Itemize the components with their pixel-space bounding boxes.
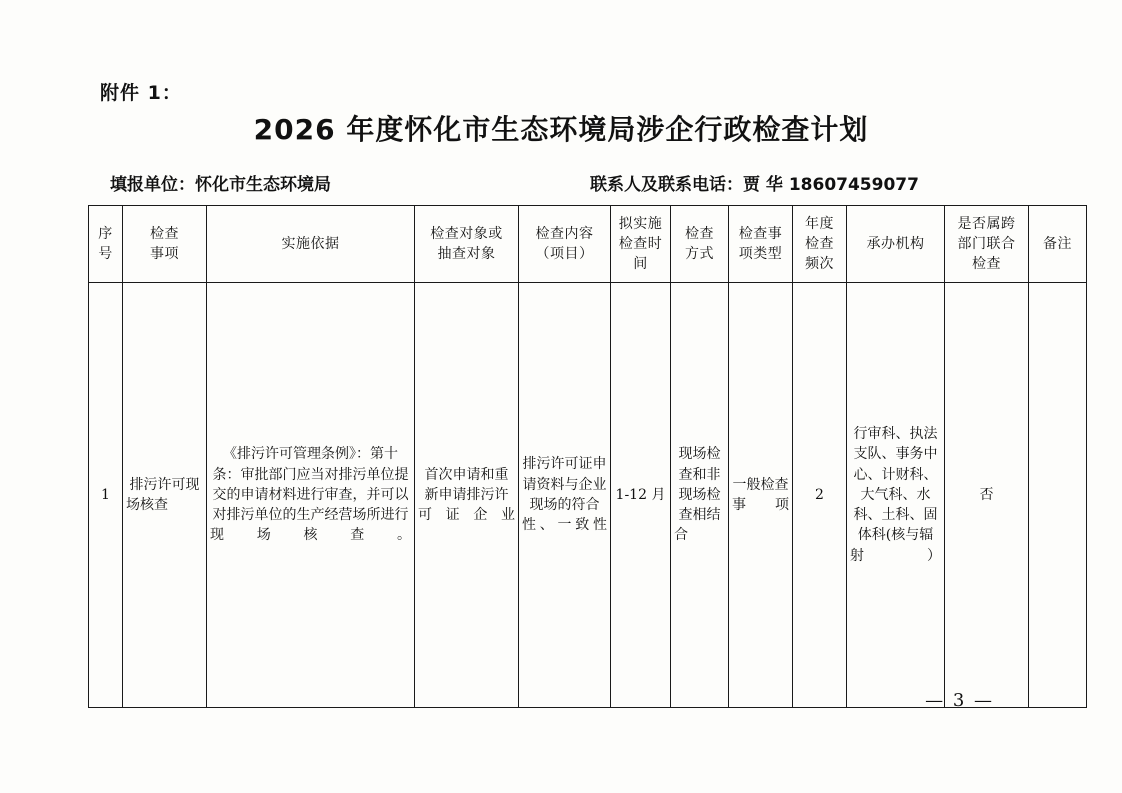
column-header-seq: 序 号 — [89, 206, 123, 283]
column-header-object: 检查对象或 抽查对象 — [415, 206, 519, 283]
cell-method: 现场检查和非现场检查相结合 — [671, 283, 729, 708]
column-header-remark: 备注 — [1029, 206, 1087, 283]
column-header-joint: 是否属跨 部门联合 检查 — [945, 206, 1029, 283]
column-header-organization: 承办机构 — [847, 206, 945, 283]
page-title: 2026 年度怀化市生态环境局涉企行政检查计划 — [253, 113, 869, 146]
column-header-time: 拟实施 检查时 间 — [611, 206, 671, 283]
cell-frequency: 2 — [793, 283, 847, 708]
table-header-row — [89, 206, 1087, 283]
cell-seq: 1 — [89, 283, 123, 708]
cell-remark — [1029, 283, 1087, 708]
cell-time: 1-12 月 — [611, 283, 671, 708]
inspection-plan-table — [88, 205, 1087, 708]
cell-item: 排污许可现场核查 — [123, 283, 207, 708]
cell-organization: 行审科、执法支队、事务中心、计财科、大气科、水科、土科、固体科(核与辐射） — [847, 283, 945, 708]
column-header-frequency: 年度 检查 频次 — [793, 206, 847, 283]
contact-label: 联系人及联系电话：贾 华 18607459077 — [590, 175, 919, 195]
cell-content: 排污许可证申请资料与企业现场的符合性、一致性 — [519, 283, 611, 708]
cell-type: 一般检查事项 — [729, 283, 793, 708]
cell-joint: 否 — [945, 283, 1029, 708]
column-header-item: 检查 事项 — [123, 206, 207, 283]
cell-object: 首次申请和重新申请排污许可证企业 — [415, 283, 519, 708]
document-meta — [110, 170, 1012, 196]
cell-basis: 《排污许可管理条例》：第十条：审批部门应当对排污单位提交的申请材料进行审查，并可以对排污单位的生产经营场所进行现场核查。 — [207, 283, 415, 708]
attachment-label: 附件 1： — [100, 82, 182, 104]
column-header-type: 检查事 项类型 — [729, 206, 793, 283]
column-header-basis: 实施依据 — [207, 206, 415, 283]
page-number: — 3 — — [925, 690, 994, 711]
column-header-content: 检查内容 （项目） — [519, 206, 611, 283]
column-header-method: 检查 方式 — [671, 206, 729, 283]
filing-unit-label: 填报单位：怀化市生态环境局 — [110, 175, 331, 195]
table-row — [89, 283, 1087, 708]
